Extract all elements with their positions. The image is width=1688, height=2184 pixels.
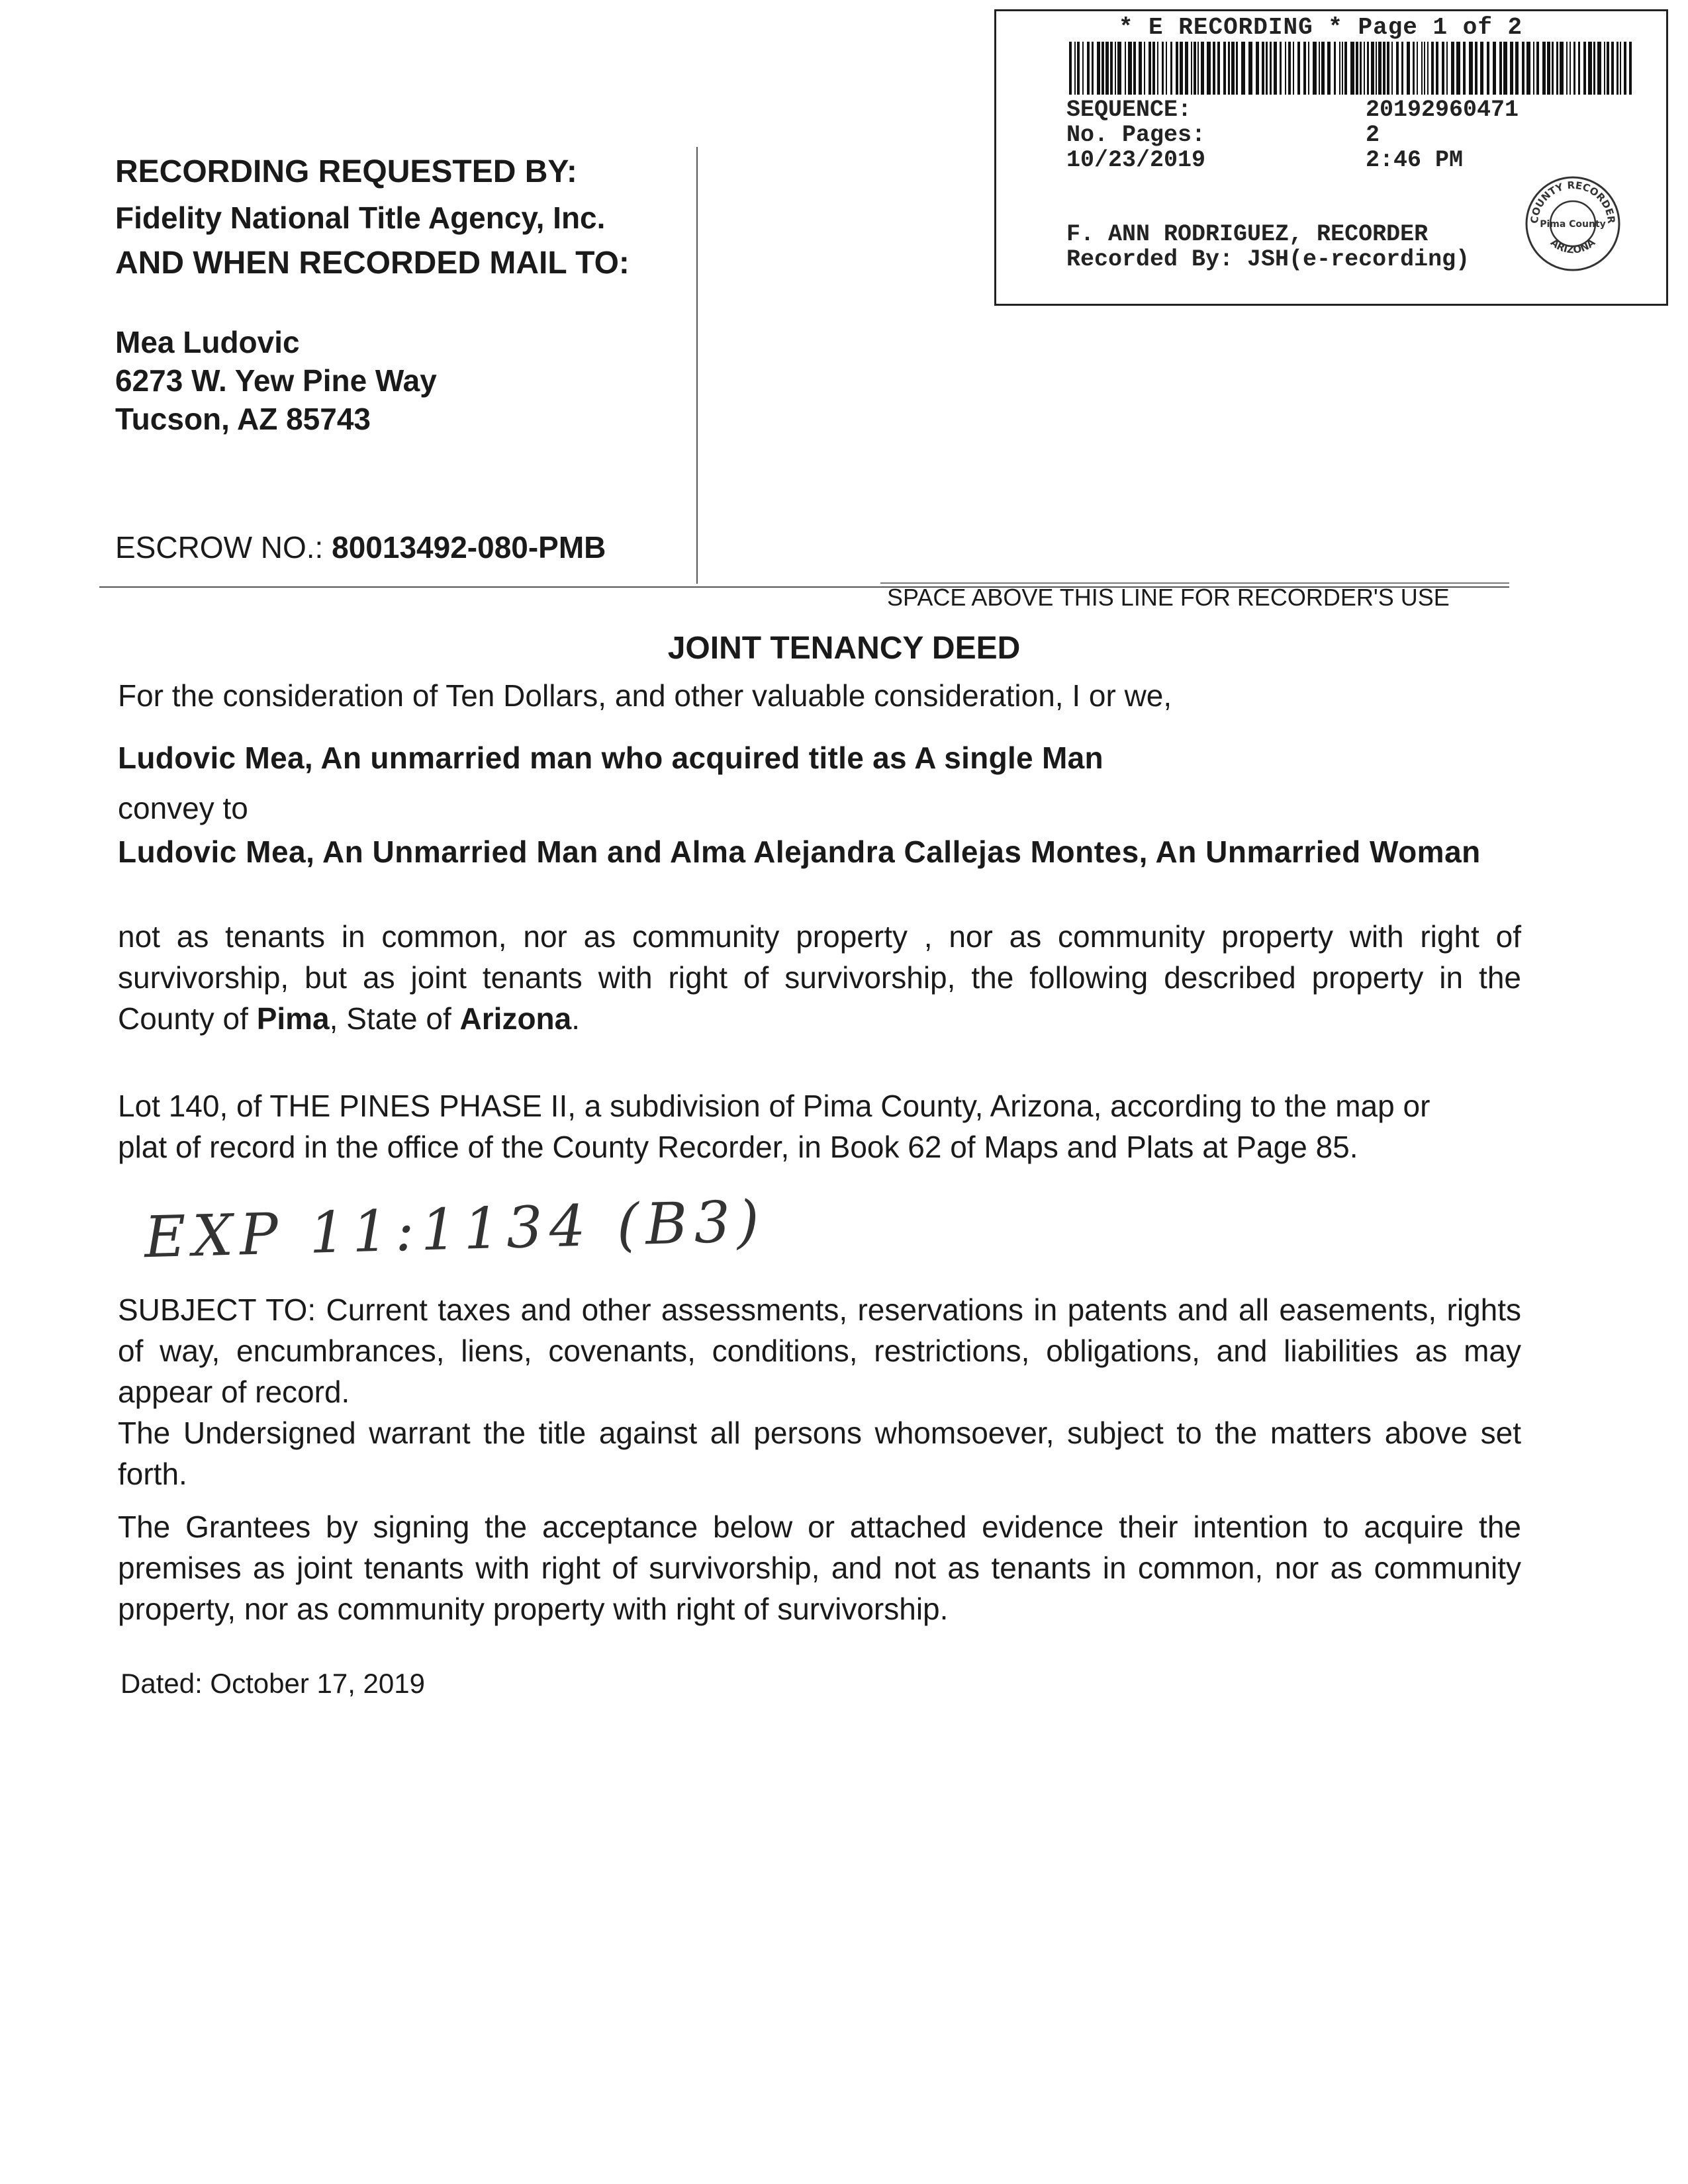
barcode-bar xyxy=(1342,42,1343,95)
barcode-bar xyxy=(1248,42,1252,95)
barcode-bar xyxy=(1266,42,1268,95)
barcode-bar xyxy=(1087,42,1090,95)
barcode-bar xyxy=(1456,42,1460,95)
barcode-bar xyxy=(1293,42,1294,95)
barcode-bar xyxy=(1231,42,1235,95)
tenancy-clause-state: , State of xyxy=(329,1001,451,1036)
recording-date: 10/23/2019 xyxy=(1066,147,1206,173)
barcode-bar xyxy=(1105,42,1109,95)
tenancy-clause-end: . xyxy=(571,1001,581,1036)
barcode-bar xyxy=(1223,42,1226,95)
barcode-bar xyxy=(1536,42,1539,95)
barcode-bar xyxy=(1480,42,1483,95)
barcode-bar xyxy=(1583,42,1586,95)
barcode-bar xyxy=(1376,42,1377,95)
barcode-bar xyxy=(1157,42,1158,95)
barcode-bar xyxy=(1407,42,1410,95)
barcode-bar xyxy=(1413,42,1415,95)
barcode-bar xyxy=(1371,42,1374,95)
barcode-bar xyxy=(1436,42,1438,95)
barcode-bar xyxy=(1313,42,1317,95)
warranty-paragraph: The Undersigned warrant the title against all persons whomsoever, subject to the matters above set forth. xyxy=(118,1416,1521,1491)
grantee-names: Ludovic Mea, An Unmarried Man and Alma Alejandra Callejas Montes, An Unmarried Woman xyxy=(118,835,1481,869)
barcode-bar xyxy=(1074,42,1076,95)
barcode-bar xyxy=(1533,42,1534,95)
barcode-bar xyxy=(1236,42,1238,95)
sequence-label: SEQUENCE: xyxy=(1066,97,1192,123)
seal-center-text: Pima County xyxy=(1540,219,1606,230)
recording-requested-by-label: RECORDING REQUESTED BY: xyxy=(115,154,577,189)
barcode xyxy=(1069,42,1632,95)
mail-to-city: Tucson, AZ 85743 xyxy=(115,402,371,436)
barcode-bar xyxy=(1194,42,1196,95)
barcode-bar xyxy=(1274,42,1277,95)
county-recorder-seal xyxy=(1523,174,1622,273)
recording-time: 2:46 PM xyxy=(1366,147,1464,173)
barcode-bar xyxy=(1319,42,1320,95)
barcode-bar xyxy=(1451,42,1454,95)
barcode-bar xyxy=(1421,42,1423,95)
barcode-bar xyxy=(1288,42,1291,95)
recorded-by: Recorded By: JSH(e-recording) xyxy=(1066,246,1470,273)
barcode-bar xyxy=(1197,42,1199,95)
barcode-bar xyxy=(1620,42,1621,95)
barcode-bar xyxy=(1611,42,1614,95)
barcode-bar xyxy=(1556,42,1558,95)
barcode-bar xyxy=(1201,42,1204,95)
barcode-bar xyxy=(1446,42,1448,95)
barcode-bar xyxy=(1334,42,1336,95)
barcode-bar xyxy=(1285,42,1286,95)
barcode-bar xyxy=(1176,42,1178,95)
subject-to-paragraph: SUBJECT TO: Current taxes and other assessments, reservations in patents and all easements, rights of way, encumbrances, liens, covenants, conditions, restrictions, obligations, and liabilities as may appear of record. xyxy=(118,1293,1521,1409)
barcode-bar xyxy=(1356,42,1358,95)
barcode-bar xyxy=(1303,42,1306,95)
barcode-bar xyxy=(1566,42,1568,95)
barcode-bar xyxy=(1207,42,1211,95)
mail-to-label: AND WHEN RECORDED MAIL TO: xyxy=(115,246,630,281)
barcode-bar xyxy=(1170,42,1172,95)
pages-label: No. Pages: xyxy=(1066,122,1206,148)
barcode-bar xyxy=(1469,42,1473,95)
barcode-bar xyxy=(1417,42,1418,95)
barcode-bar xyxy=(1493,42,1496,95)
barcode-bar xyxy=(1152,42,1155,95)
barcode-bar xyxy=(1475,42,1477,95)
barcode-bar xyxy=(1102,42,1104,95)
barcode-bar xyxy=(1364,42,1365,95)
grantees-acceptance-paragraph: The Grantees by signing the acceptance below or attached evidence their intention to acquire the premises as joint tenants with right of survivorship, and not as tenants in common, nor as community property, nor as community property with right of survivorship. xyxy=(118,1510,1521,1626)
barcode-bar xyxy=(1593,42,1595,95)
barcode-bar xyxy=(1280,42,1282,95)
grantor-name: Ludovic Mea, An unmarried man who acquired title as A single Man xyxy=(118,741,1103,775)
barcode-bar xyxy=(1180,42,1183,95)
barcode-bar xyxy=(1077,42,1080,95)
barcode-bar xyxy=(1262,42,1264,95)
mail-to-street: 6273 W. Yew Pine Way xyxy=(115,363,437,398)
consideration-paragraph: For the consideration of Ten Dollars, and other valuable consideration, I or we, xyxy=(118,678,1172,713)
barcode-bar xyxy=(1321,42,1325,95)
pages-value: 2 xyxy=(1366,122,1380,148)
barcode-bar xyxy=(1378,42,1382,95)
barcode-bar xyxy=(1256,42,1259,95)
header-vertical-divider xyxy=(696,147,698,584)
barcode-bar xyxy=(1547,42,1550,95)
tenancy-paragraph xyxy=(118,916,1521,1039)
barcode-bar xyxy=(1217,42,1220,95)
recording-banner: * E RECORDING * Page 1 of 2 xyxy=(1118,14,1523,41)
barcode-bar xyxy=(1110,42,1113,95)
barcode-bar xyxy=(1144,42,1145,95)
barcode-bar xyxy=(1424,42,1425,95)
barcode-bar xyxy=(1069,42,1072,95)
barcode-bar xyxy=(1604,42,1605,95)
barcode-bar xyxy=(1499,42,1502,95)
barcode-bar xyxy=(1139,42,1142,95)
barcode-bar xyxy=(1360,42,1362,95)
space-above-note: SPACE ABOVE THIS LINE FOR RECORDER'S USE xyxy=(887,584,1450,611)
convey-to-text: convey to xyxy=(118,791,248,825)
barcode-bar xyxy=(1082,42,1084,95)
barcode-bar xyxy=(1327,42,1331,95)
barcode-bar xyxy=(1125,42,1126,95)
barcode-bar xyxy=(1387,42,1389,95)
barcode-bar xyxy=(1396,42,1399,95)
barcode-bar xyxy=(1503,42,1507,95)
barcode-bar xyxy=(1629,42,1632,95)
barcode-bar xyxy=(1617,42,1618,95)
barcode-bar xyxy=(1522,42,1524,95)
county-name: Pima xyxy=(256,1001,330,1036)
barcode-bar xyxy=(1442,42,1444,95)
recorder-name: F. ANN RODRIGUEZ, RECORDER xyxy=(1066,221,1429,248)
barcode-bar xyxy=(1463,42,1466,95)
barcode-bar xyxy=(1241,42,1245,95)
legal-description: Lot 140, of THE PINES PHASE II, a subdivision of Pima County, Arizona, according to the map or plat of record in the office of the County Recorder, in Book 62 of Maps and Plats at Page 85. xyxy=(118,1089,1430,1164)
barcode-bar xyxy=(1308,42,1309,95)
barcode-bar xyxy=(1573,42,1575,95)
barcode-bar xyxy=(1570,42,1571,95)
seal-top-text: COUNTY RECORDER xyxy=(1528,179,1618,224)
barcode-bar xyxy=(1213,42,1215,95)
sequence-value: 20192960471 xyxy=(1366,97,1519,123)
barcode-bar xyxy=(1128,42,1132,95)
barcode-bar xyxy=(1624,42,1626,95)
barcode-bar xyxy=(1607,42,1609,95)
barcode-bar xyxy=(1297,42,1300,95)
barcode-bar xyxy=(1117,42,1121,95)
barcode-bar xyxy=(1560,42,1564,95)
escrow-number: 80013492-080-PMB xyxy=(332,530,606,565)
barcode-bar xyxy=(1515,42,1519,95)
barcode-bar xyxy=(1339,42,1340,95)
handwritten-note: EXP 11:1134 (B3) xyxy=(143,1188,767,1271)
barcode-bar xyxy=(1270,42,1272,95)
barcode-bar xyxy=(1344,42,1347,95)
barcode-bar xyxy=(1367,42,1369,95)
state-name: Arizona xyxy=(459,1001,572,1036)
barcode-bar xyxy=(1133,42,1136,95)
barcode-bar xyxy=(1350,42,1354,95)
mail-to-name: Mea Ludovic xyxy=(115,325,300,359)
barcode-bar xyxy=(1383,42,1385,95)
barcode-bar xyxy=(1228,42,1230,95)
barcode-bar xyxy=(1401,42,1403,95)
barcode-bar xyxy=(1597,42,1601,95)
barcode-bar xyxy=(1578,42,1580,95)
barcode-bar xyxy=(1092,42,1094,95)
barcode-bar xyxy=(1431,42,1434,95)
barcode-bar xyxy=(1115,42,1116,95)
tenancy-clause: not as tenants in common, nor as community property , nor as community property with right of survivorship, but as joint tenants with right of survivorship, the following described property in the County of xyxy=(118,919,1521,1036)
requesting-agency: Fidelity National Title Agency, Inc. xyxy=(115,201,606,235)
barcode-bar xyxy=(1542,42,1546,95)
seal-bottom-text: ARIZONA xyxy=(1548,236,1598,256)
recorder-stamp-box xyxy=(994,9,1668,306)
barcode-bar xyxy=(1149,42,1151,95)
barcode-bar xyxy=(1191,42,1192,95)
deed-title: JOINT TENANCY DEED xyxy=(667,631,1021,666)
escrow-label: ESCROW NO.: xyxy=(115,530,324,565)
barcode-bar xyxy=(1552,42,1554,95)
barcode-bar xyxy=(1166,42,1167,95)
escrow-number-line xyxy=(115,529,606,565)
barcode-bar xyxy=(1487,42,1489,95)
barcode-bar xyxy=(1588,42,1592,95)
barcode-bar xyxy=(1162,42,1164,95)
barcode-bar xyxy=(1526,42,1530,95)
barcode-bar xyxy=(1391,42,1393,95)
barcode-bar xyxy=(1185,42,1188,95)
barcode-bar xyxy=(1510,42,1513,95)
dated-line: Dated: October 17, 2019 xyxy=(120,1668,425,1699)
barcode-bar xyxy=(1097,42,1100,95)
barcode-bar xyxy=(1427,42,1429,95)
